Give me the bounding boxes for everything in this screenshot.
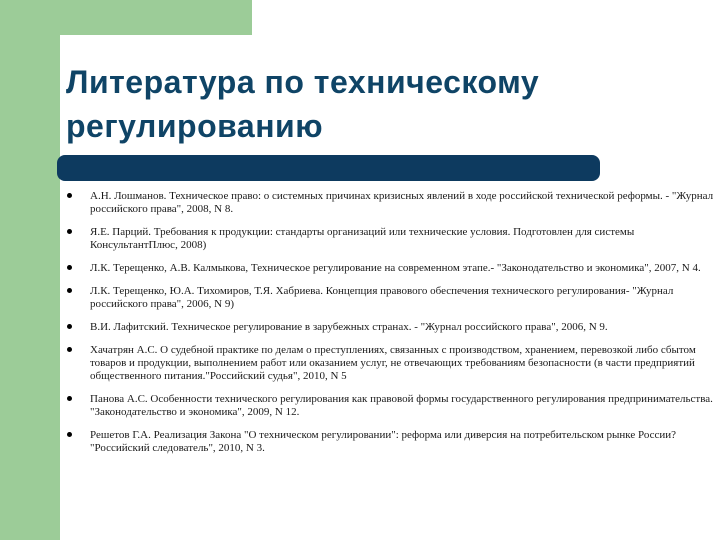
reference-text: Л.К. Терещенко, А.В. Калмыкова, Техническое регулирование на современном этапе.- "Законодательство и экономика", 2007, N 4.	[90, 262, 701, 274]
reference-item	[60, 393, 720, 419]
reference-item	[60, 226, 720, 252]
reference-text: Я.Е. Парций. Требования к продукции: стандарты организаций или технические условия. Подготовлен для системы КонсультантПлюс, 2008)	[90, 226, 635, 251]
reference-text: Л.К. Терещенко, Ю.А. Тихомиров, Т.Я. Хабриева. Концепция правового обеспечения технического регулирования- "Журнал российского права", 2006, N 9)	[90, 285, 674, 310]
side-decor-bar	[0, 0, 60, 540]
title-divider-bar	[57, 155, 600, 181]
reference-item	[60, 190, 720, 216]
bullet-icon	[67, 288, 72, 293]
slide-title: Литература по техническому регулированию	[66, 64, 540, 144]
reference-text: Решетов Г.А. Реализация Закона "О техническом регулировании": реформа или диверсия на потребительском рынке России? "Российский следователь", 2010, N 3.	[90, 429, 677, 454]
bullet-icon	[67, 265, 72, 270]
bullet-icon	[67, 324, 72, 329]
bullet-icon	[67, 193, 72, 198]
reference-item	[60, 262, 720, 275]
reference-text: В.И. Лафитский. Техническое регулирование в зарубежных странах. - "Журнал российского права", 2006, N 9.	[90, 321, 608, 333]
reference-item	[60, 429, 720, 455]
bullet-icon	[67, 396, 72, 401]
reference-list	[60, 190, 720, 455]
reference-text: А.Н. Лошманов. Техническое право: о системных причинах кризисных явлений в ходе российской технической реформы. - "Журнал российского права", 2008, N 8.	[90, 190, 714, 215]
reference-item	[60, 344, 720, 383]
reference-text: Панова А.С. Особенности технического регулирования как правовой формы государственного регулирования предпринимательства. "Законодательство и экономика", 2009, N 12.	[90, 393, 713, 418]
bullet-icon	[67, 229, 72, 234]
bullet-icon	[67, 432, 72, 437]
reference-item	[60, 321, 720, 334]
bullet-icon	[67, 347, 72, 352]
reference-text: Хачатрян А.С. О судебной практике по делам о преступлениях, связанных с производством, хранением, перевозкой либо сбытом товаров и продукции, выполнением работ или оказанием услуг, не отвечающих требованиям безопасности (в части предприятий общественного питания."Российский судья", 2010, N 5	[90, 344, 696, 382]
reference-item	[60, 285, 720, 311]
